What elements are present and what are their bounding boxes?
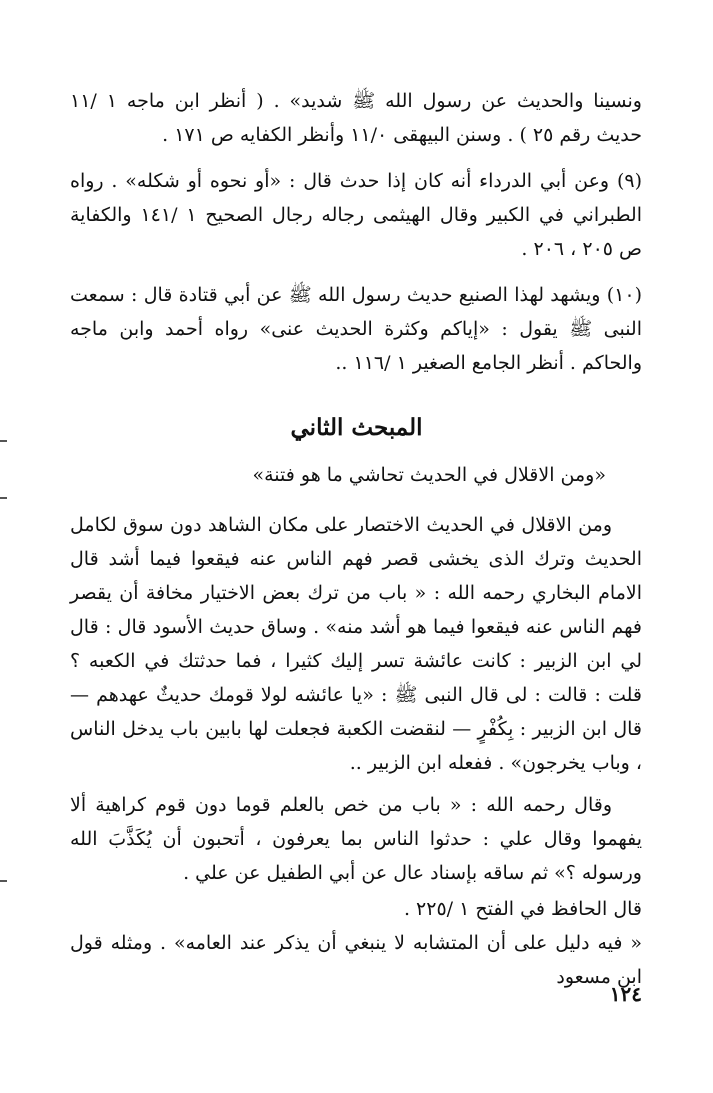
page-number: ١٢٤ <box>609 982 642 1006</box>
footnote-9: (٩) وعن أبي الدرداء أنه كان إذا حدث قال : «أو نحوه أو شكله» . رواه الطبراني في الكبير وقال الهيثمى رجاله رجال الصحيح ١ /١٤١ والكفاية ص ٢٠٥ ، ٢٠٦ . <box>70 170 642 260</box>
footnote-continuation: ونسينا والحديث عن رسول الله ﷺ شديد» . ( أنظر ابن ماجه ١ /١١ حديث رقم ٢٥ ) . وسنن البيهقى ١١/٠ وأنظر الكفايه ص ١٧١ . <box>70 90 642 146</box>
body-text <box>70 508 642 994</box>
section-subtitle: «ومن الاقلال في الحديث تحاشي ما هو فتنة» <box>252 464 606 486</box>
footnote-10: (١٠) ويشهد لهذا الصنيع حديث رسول الله ﷺ عن أبي قتادة قال : سمعت النبى ﷺ يقول : «إياكم وكثرة الحديث عنى» رواه أحمد وابن ماجه والحاكم . أنظر الجامع الصغير ١ /١١٦ .. <box>70 284 642 374</box>
body-paragraph: قال الحافظ في الفتح ١ /٢٢٥ . <box>403 898 642 920</box>
body-paragraph: « فيه دليل على أن المتشابه لا ينبغي أن يذكر عند العامه» . ومثله قول ابن مسعود <box>70 932 642 988</box>
scan-edge-mark <box>0 497 7 499</box>
body-paragraph: وقال رحمه الله : « باب من خص بالعلم قوما دون قوم كراهية ألا يفهموا وقال علي : حدثوا الناس بما يعرفون ، أتحبون أن يُكَذَّبَ الله ورسوله ؟» ثم ساقه بإسناد عال عن أبي الطفيل عن علي . <box>70 794 642 884</box>
scan-edge-mark <box>0 440 7 442</box>
body-paragraph: ومن الاقلال في الحديث الاختصار على مكان الشاهد دون سوق لكامل الحديث وترك الذى يخشى قصر فهم الناس عنه فيقعوا فيما أشد قال الامام البخاري رحمه الله : « باب من ترك بعض الاختيار مخافة أن يقصر فهم الناس عنه فيقعوا فيما هو أشد منه» . وساق حديث الأسود قال : قال لي ابن الزبير : كانت عائشة تسر إليك كثيرا ، فما حدثتك في الكعبه ؟ قلت : قالت : لى قال النبى ﷺ : «يا عائشه لولا قومك حديثٌ عهدهم — قال ابن الزبير : بِكُفْرٍ — لنقضت الكعبة فجعلت لها بابين باب يدخل الناس ، وباب يخرجون» . ففعله ابن الزبير .. <box>70 514 642 774</box>
footnotes-top <box>70 84 642 380</box>
scan-edge-mark <box>0 880 7 882</box>
section-heading: المبحث الثاني <box>290 414 423 441</box>
